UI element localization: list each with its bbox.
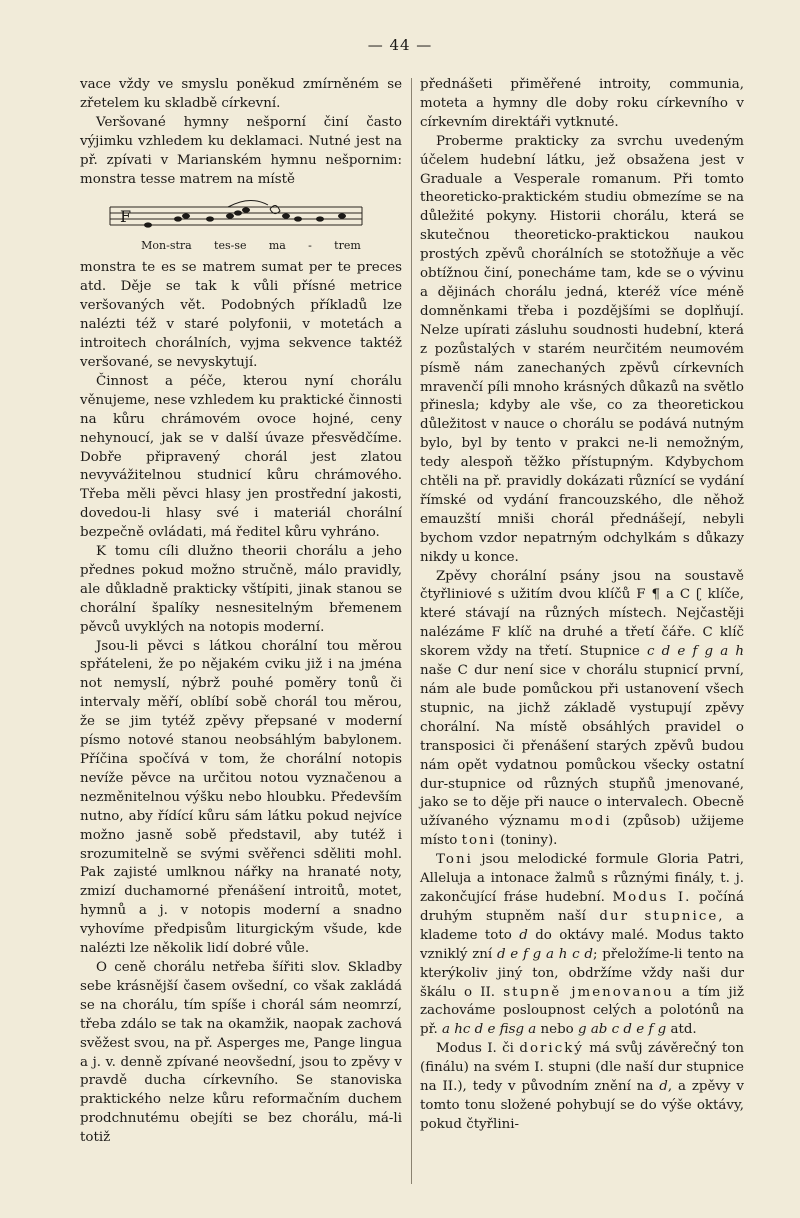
text-run: ; přeložíme-li tento na kterýkoliv jiný ton, obdržíme vždy naši dur škálu o II. <box>420 946 744 1000</box>
text-run: počíná druhým stupněm naší <box>420 889 744 924</box>
text-run: atd. <box>670 1022 697 1038</box>
note-d: d <box>659 1079 668 1095</box>
text-run: a C <box>665 587 691 603</box>
column-divider <box>411 78 412 1184</box>
lyric-syllable: - <box>308 239 312 253</box>
note-d: d <box>519 927 528 943</box>
lyric-syllable: ma <box>268 239 286 253</box>
text-run: naše C dur není sice v chorálu stupnicí první, nám ale bude pomůckou při ustanovení všech stupnic, na jichž základě vystupují zpěvy chorální. Na místě obsáhlých pravidel o transposici či přenášení starých zpěvů budou nám opět vydatnou pomůckou všecky ostatní dur-stupnice od různých stupňů jmenované, jako se to děje při nauce o intervalech. Obecně užívaného významu <box>420 663 744 830</box>
left-paragraph-1: vace vždy ve smyslu poněkud zmírněném se zřetelem ku skladbě církevní. <box>80 77 402 111</box>
term-stupne: stupně jmenovanou <box>503 984 674 1000</box>
f-clef-icon: ¶ <box>651 587 661 603</box>
text-run: Modus I. či <box>436 1041 514 1057</box>
text-run: klíče, které stávají na různých místech. Nejčastěji nalézáme F klíč na druhé a třetí čáře. C klíč skorem vždy na třetí. Stupnice <box>420 587 744 660</box>
text-run: má svůj závěrečný ton (finálu) na svém I. stupni (dle naší dur stupnice na II.), tedy v původním znění na <box>420 1041 744 1095</box>
lyric-syllable: tes-se <box>214 239 247 253</box>
term-toni: toni <box>461 833 496 849</box>
left-paragraph-7: O ceně chorálu netřeba šířiti slov. Skladby sebe krásnější časem ovšední, co však zakládá se na chorálu, tím spíše i chorál sám neomrzí, třeba zdálo se tak na okamžik, naopak zachová svěžest svou, na př. Asperges me, Pange lingua a j. v. denně zpívané neovšední, jsou to zpěvy v pravdě ducha církevního. Se stanoviska praktického nelze kůru reformačním duchem prodchnutému obejíti se bez chorálu, má-li totiž <box>80 959 402 1146</box>
c-clef-icon: ʗ <box>696 587 702 603</box>
scale-example: c d e f g a h <box>646 644 745 660</box>
lyric-syllable: Mon-stra <box>141 239 192 253</box>
music-notation <box>80 195 402 235</box>
left-paragraph-5: K tomu cíli dlužno theorii chorálu a jeho přednes pokud možno stručně, málo pravidly, ale důkladně prakticky vštípiti, jinak stanou se chorální špalíky nesnesitelným břemenem pěvců uvyklých na notopis moderní. <box>80 544 402 635</box>
scale-example: d e f g a h c d <box>496 946 593 962</box>
left-paragraph-4: Činnost a péče, kterou nyní chorálu věnujeme, nese vzhledem ku praktické činnosti na kůru chrámovém ovoce hojné, ceny nehynoucí, jak se v další úvaze přesvědčíme. Dobře připravený chorál jest zlatou nevyvážitelnou studnicí kůru chrámového. Třeba měli pěvci hlasy jen prostřední jakosti, dovedou-li hlasy své i materiál chorální bezpečně ovládati, má ředitel kůru vyhráno. <box>80 373 402 541</box>
music-clef: F <box>120 207 132 227</box>
term-doricky: dorický <box>519 1041 584 1057</box>
text-run: , a klademe toto <box>420 908 744 943</box>
music-lyrics <box>80 239 402 253</box>
left-paragraph-6: Jsou-li pěvci s látkou chorální tou měrou spřáteleni, že po nějakém cviku již i na jména not nemyslí, nýbrž pouhé poměry tonů či intervaly měří, oblíbí sobě chorál tou měrou, že se jim tytéž zpěvy přepsané v moderní písmo notové stanou neobsáhlým babylonem. Příčina spočívá v tom, že chorální notopis nevíže pěvce na určitou notou vyznačenou a nezměnitelnou výšku nebo hloubku. Především nutno, aby řídící kůru sám látku pokud nejvíce možno jasně sobě představil, aby tutéž i srozumitelně se svými svěřenci sděliti mohl. Pak zajisté umlknou nářky na hranaté noty, zmizí duchamorné přenášení introitů, motet, hymnů a j. v notopis moderní a snadno vyhovíme předpisům liturgickým všude, kde nalézti lze několik lidí dobré vůle. <box>80 638 402 957</box>
term-modi: modi <box>570 814 612 830</box>
right-paragraph-4 <box>420 851 744 1040</box>
lyric-syllable: trem <box>334 239 361 253</box>
text-run: a tím již zachováme posloupnost celých a polotónů na př. <box>420 984 744 1038</box>
right-paragraph-2: Proberme prakticky za svrchu uvedeným účelem hudební látku, jež obsažena jest v Graduale a Vesperale romanum. Při tomto theoreticko-praktickém studiu obmezíme se na důležité pokyny. Historii chorálu, která se skutečnou theoreticko-praktickou naukou prostých zpěvů chorálních se stotožňuje a věc obtížnou činí, ponecháme tam, kde se o vývinu a dějinách chorálu jedná, kteréž více méně domněnkami třeba i pozdějšími se doplňují. Nelze upírati zásluhu soudnosti hudební, která z pozůstalých v starém neurčitém neumovém písmě nám zanechaných zpěvů církevních mravenčí píli mnoho krásných důkazů na světlo přinesla; kdyby ale vše, co za theoretickou důležitost v nauce o chorálu se podává nutným bylo, byl by tento v prakci ne-li nemožným, tedy alespoň těžko přístupným. Kdybychom chtěli na př. pravidly dokázati různící se vydání římské od vydání francouzského, dle něhož emauzští mniši chorál přednášejí, nebyli bychom vzdor nepatrným odchylkám s důkazy nikdy u konce. <box>420 133 744 565</box>
text-run: do oktávy malé. Modus takto vzniklý zní <box>420 927 744 962</box>
music-staff <box>80 195 380 235</box>
right-paragraph-5 <box>420 1040 744 1135</box>
term-dur-stupnice: dur stupnice <box>599 908 719 924</box>
text-run: jsou melodické formule Gloria Patri, Alleluja a intonace žalmů s různými finály, t. j. zakončující fráse hudební. <box>420 852 744 905</box>
text-run: nebo <box>540 1022 574 1038</box>
right-paragraph-1: přednášeti přiměřené introity, communia, moteta a hymny dle doby roku církevního v církevním direktáři vytknuté. <box>420 77 744 130</box>
term-toni: Toni <box>436 852 473 868</box>
left-column <box>80 76 402 1148</box>
text-run: , a zpěvy v tomto tonu složené pohybují se do výše oktávy, pokud čtyřlini- <box>420 1079 744 1132</box>
page-number: — 44 — <box>367 36 433 54</box>
left-paragraph-2: Veršované hymny nešporní činí často výjimku vzhledem ku deklamaci. Nutné jest na př. zpívati v Marianském hymnu nešpornim: monstra tesse matrem na místě <box>80 114 402 187</box>
scale-example: g ab c d e f g <box>578 1022 667 1038</box>
right-column <box>420 76 744 1135</box>
right-paragraph-3 <box>420 568 744 852</box>
scale-example: a hc d e fisg a <box>442 1022 537 1038</box>
text-run: (toniny). <box>500 833 558 849</box>
term-modus: Modus I. <box>612 889 692 905</box>
left-paragraph-3: monstra te es se matrem sumat per te preces atd. Děje se tak k vůli přísné metrice veršovaných vět. Podobných příkladů lze nalézti též v staré polyfonii, v motetách a introitech chorálních, vyjma sekvence taktéž veršované, se nevyskytují. <box>80 260 402 370</box>
text-run: (způsob) užijeme místo <box>420 814 744 849</box>
text-run: Zpěvy chorální psány jsou na soustavě čtyřliniové s užitím dvou klíčů F <box>420 568 744 603</box>
